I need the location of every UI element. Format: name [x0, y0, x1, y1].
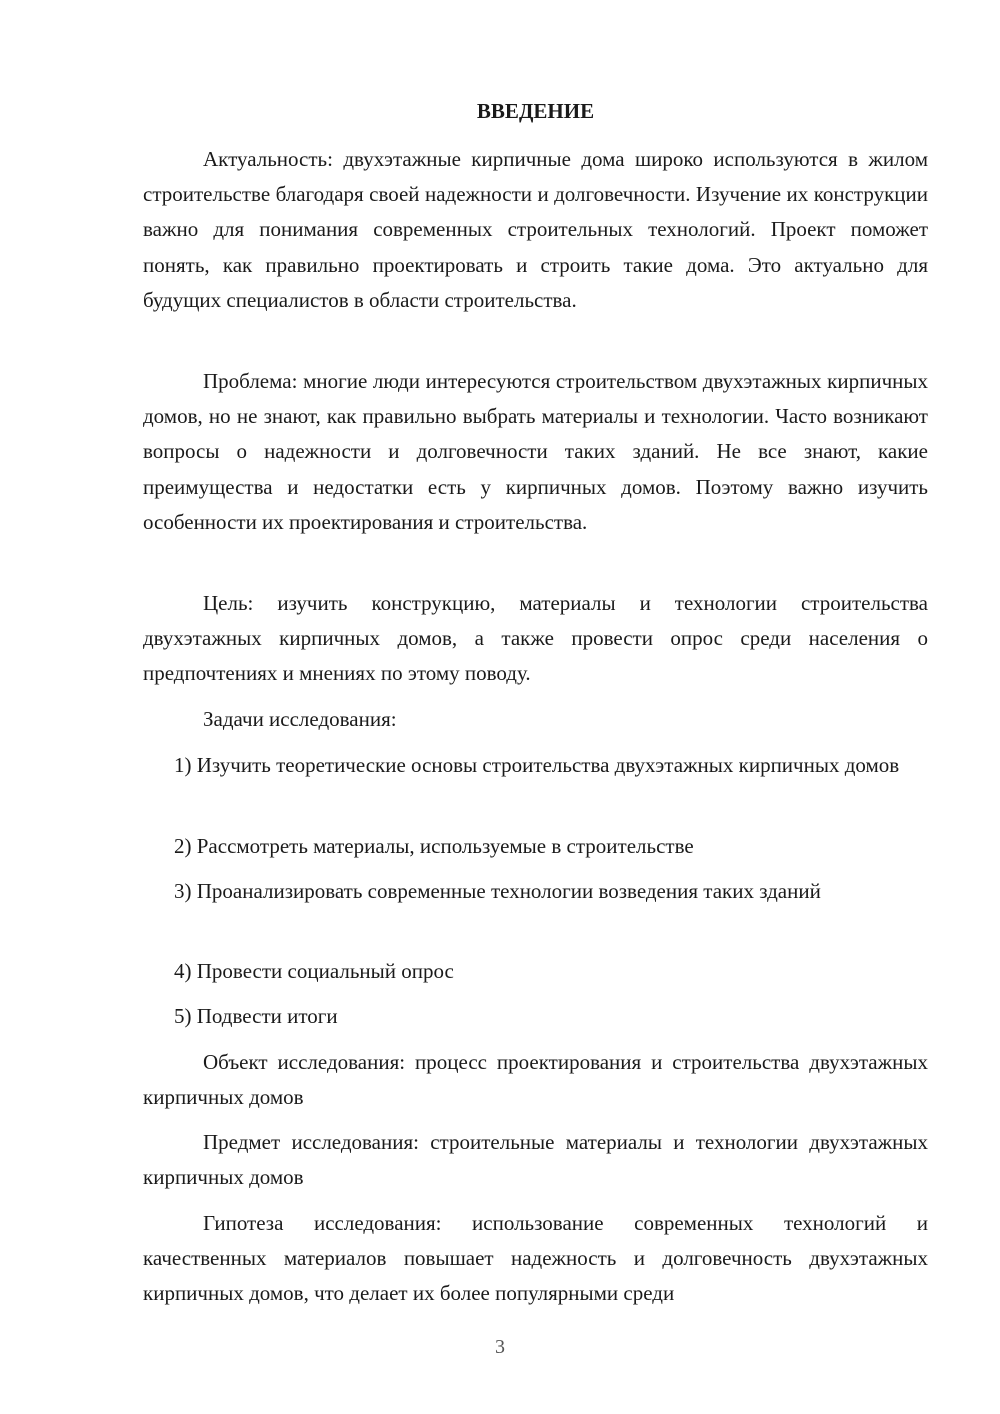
page-number: 3 [495, 1336, 505, 1358]
task-item-4: 4) Провести социальный опрос [174, 959, 454, 983]
subject-paragraph: Предмет исследования: строительные материалы и технологии двухэтажных кирпичных домов [143, 1130, 928, 1190]
object-paragraph: Объект исследования: процесс проектирования и строительства двухэтажных кирпичных домов [143, 1050, 928, 1110]
task-item-5: 5) Подвести итоги [174, 1004, 338, 1028]
hypothesis-paragraph: Гипотеза исследования: использование современных технологий и качественных материалов повышает надежность и долговечность двухэтажных кирпичных домов, что делает их более популярными среди [143, 1211, 928, 1306]
task-item-1: 1) Изучить теоретические основы строительства двухэтажных кирпичных домов [174, 753, 900, 777]
section-heading: ВВЕДЕНИЕ [476, 99, 595, 123]
relevance-paragraph: Актуальность: двухэтажные кирпичные дома широко используются в жилом строительстве благодаря своей надежности и долговечности. Изучение их конструкции важно для понимания современных строительных технологий. Проект поможет понять, как правильно проектировать и строить такие дома. Это актуально для будущих специалистов в области строительства. [143, 147, 928, 312]
goal-paragraph: Цель: изучить конструкцию, материалы и технологии строительства двухэтажных кирпичных домов, а также провести опрос среди населения о предпочтениях и мнениях по этому поводу. [143, 591, 928, 686]
task-item-2: 2) Рассмотреть материалы, используемые в строительстве [174, 834, 694, 858]
problem-paragraph: Проблема: многие люди интересуются строительством двухэтажных кирпичных домов, но не знают, как правильно выбрать материалы и технологии. Часто возникают вопросы о надежности и долговечности таких зданий. Не все знают, какие преимущества и недостатки есть у кирпичных домов. Поэтому важно изучить особенности их проектирования и строительства. [143, 369, 928, 534]
task-item-3: 3) Проанализировать современные технологии возведения таких зданий [174, 879, 821, 903]
tasks-heading: Задачи исследования: [203, 707, 397, 731]
